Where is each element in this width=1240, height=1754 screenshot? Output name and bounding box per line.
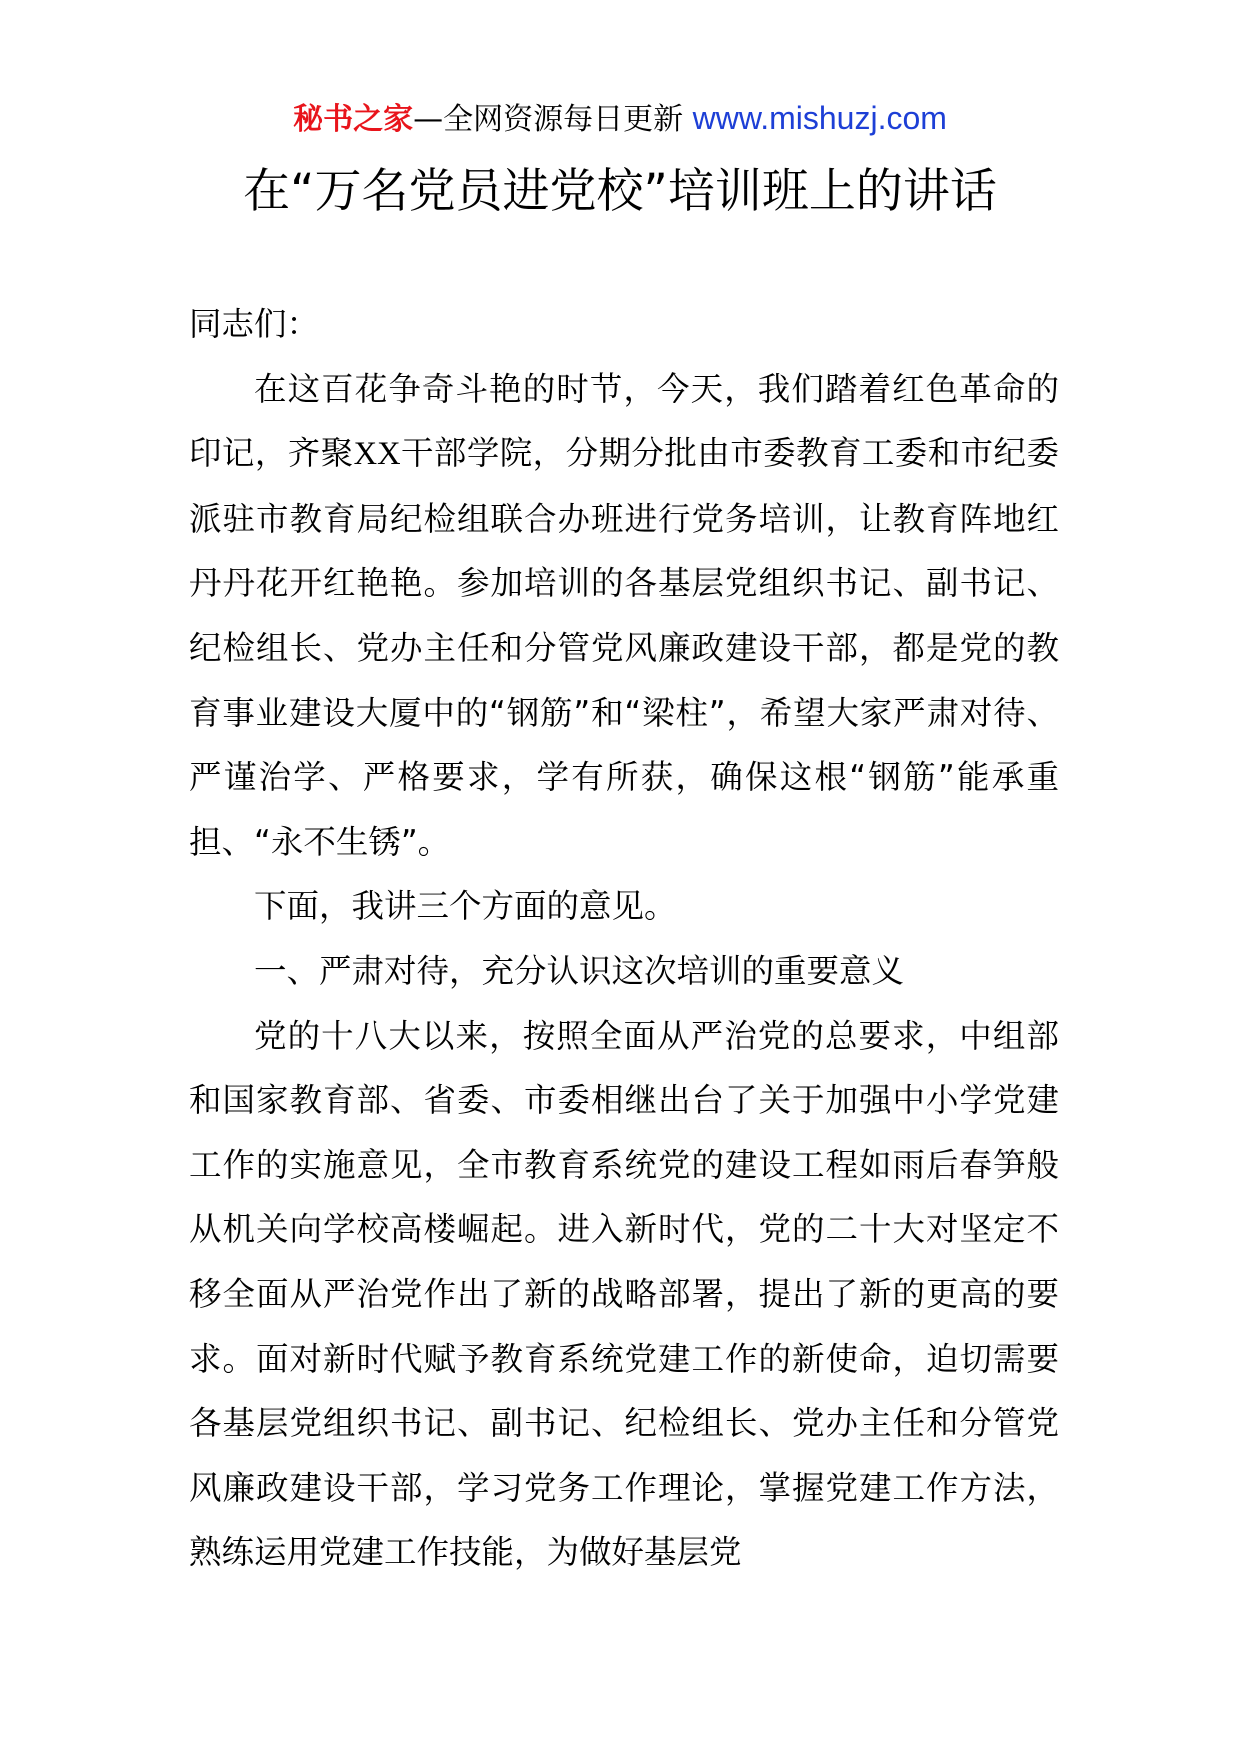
site-url-link[interactable]: www.mishuzj.com: [692, 100, 947, 136]
header-tagline: —全网资源每日更新: [413, 102, 693, 137]
document-body: [189, 292, 1059, 1585]
paragraph-intro-part-1: 在这百花争奇斗艳的时节，今天，我们踏着红色革命的印记，齐聚: [189, 369, 1059, 473]
paragraph-intro: [189, 357, 1059, 875]
paragraph-section-1: 党的十八大以来，按照全面从严治党的总要求，中组部和国家教育部、省委、市委相继出台了关于加强中小学党建工作的实施意见，全市教育系统党的建设工程如雨后春笋般从机关向学校高楼崛起。进入新时代，党的二十大对坚定不移全面从严治党作出了新的战略部署，提出了新的更高的要求。面对新时代赋予教育系统党建工作的新使命，迫切需要各基层党组织书记、副书记、纪检组长、党办主任和分管党风廉政建设干部，学习党务工作理论，掌握党建工作方法，熟练运用党建工作技能，为做好基层党: [189, 1016, 1059, 1572]
placeholder-xx: XX: [353, 436, 401, 473]
brand-name: 秘书之家: [293, 102, 414, 137]
section-heading-1: 一、严肃对待，充分认识这次培训的重要意义: [254, 951, 905, 990]
paragraph-intro-part-2: 干部学院，分期分批由市委教育工委和市纪委派驻市教育局纪检组联合办班进行党务培训，让教育阵地红丹丹花开红艳艳。参加培训的各基层党组织书记、副书记、纪检组长、党办主任和分管党风廉政建设干部，都是党的教育事业建设大厦中的“钢筋”和“梁柱”，希望大家严肃对待、严谨治学、严格要求，学有所获，确保这根“钢筋”能承重担、“永不生锈”。: [189, 434, 1059, 861]
document-title: 在“万名党员进党校”培训班上的讲话: [243, 164, 997, 219]
salutation: 同志们：: [189, 305, 320, 343]
paragraph-outline: 下面，我讲三个方面的意见。: [254, 887, 677, 926]
site-header: [0, 98, 1240, 140]
